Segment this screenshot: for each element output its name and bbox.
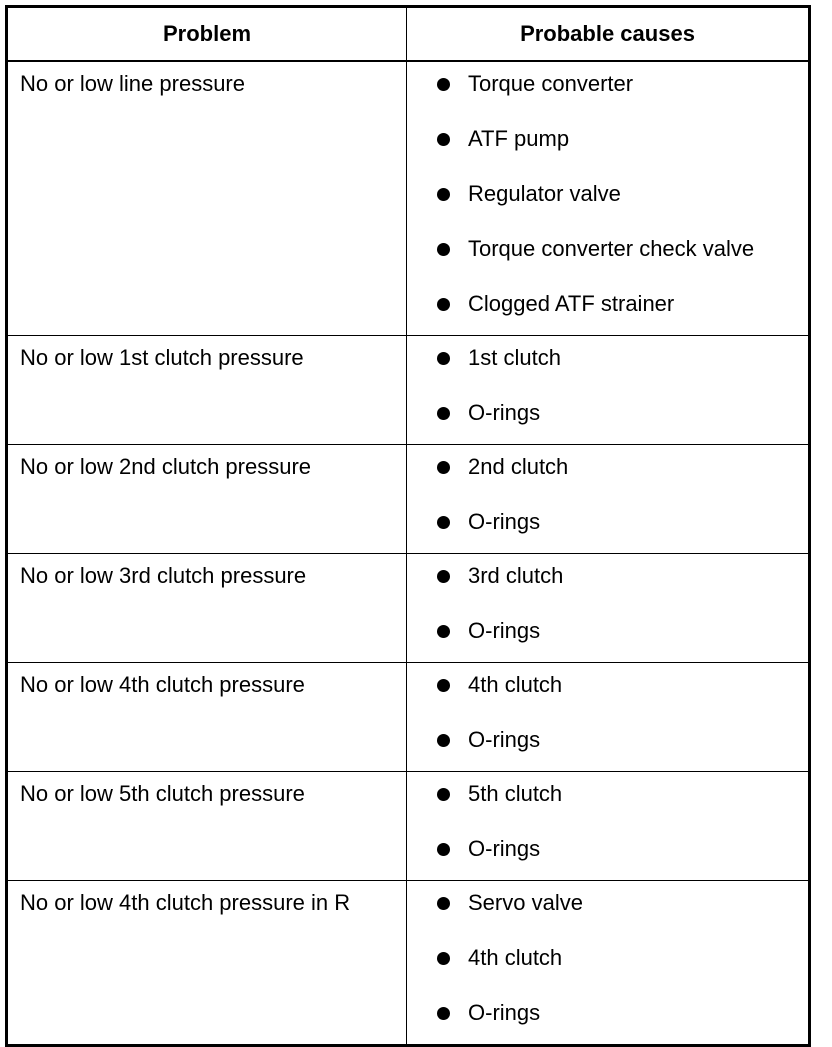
cause-item <box>437 946 808 970</box>
bullet-icon <box>437 133 450 146</box>
bullet-icon <box>437 516 450 529</box>
cause-item <box>437 237 808 261</box>
table-row <box>7 445 810 554</box>
cause-item <box>437 782 808 806</box>
cause-text: Regulator valve <box>468 181 621 206</box>
bullet-icon <box>437 461 450 474</box>
cause-item <box>437 182 808 206</box>
bullet-icon <box>437 788 450 801</box>
troubleshooting-table <box>5 5 811 1047</box>
cause-list <box>437 346 808 425</box>
cause-text: 2nd clutch <box>468 454 569 479</box>
cause-item <box>437 619 808 643</box>
bullet-icon <box>437 952 450 965</box>
cause-text: O-rings <box>468 727 541 752</box>
table-row <box>7 663 810 772</box>
bullet-icon <box>437 243 450 256</box>
causes-cell <box>407 61 810 336</box>
problem-cell: No or low 4th clutch pressure in R <box>7 881 407 1046</box>
causes-cell <box>407 772 810 881</box>
problem-header: Problem <box>7 7 407 62</box>
bullet-icon <box>437 625 450 638</box>
cause-item <box>437 728 808 752</box>
bullet-icon <box>437 734 450 747</box>
bullet-icon <box>437 1007 450 1020</box>
bullet-icon <box>437 298 450 311</box>
cause-item <box>437 455 808 479</box>
cause-list <box>437 455 808 534</box>
problem-cell: No or low line pressure <box>7 61 407 336</box>
bullet-icon <box>437 78 450 91</box>
cause-list <box>437 673 808 752</box>
table-row <box>7 772 810 881</box>
table-row <box>7 881 810 1046</box>
bullet-icon <box>437 570 450 583</box>
causes-cell <box>407 554 810 663</box>
cause-text: O-rings <box>468 836 541 861</box>
causes-cell <box>407 336 810 445</box>
cause-text: 5th clutch <box>468 781 563 806</box>
cause-list <box>437 564 808 643</box>
cause-text: Torque converter <box>468 71 634 96</box>
table-row <box>7 61 810 336</box>
causes-cell <box>407 663 810 772</box>
cause-text: ATF pump <box>468 126 570 151</box>
cause-list <box>437 782 808 861</box>
cause-item <box>437 1001 808 1025</box>
header-row <box>7 7 810 62</box>
cause-item <box>437 292 808 316</box>
bullet-icon <box>437 679 450 692</box>
cause-text: 4th clutch <box>468 945 563 970</box>
cause-list <box>437 891 808 1025</box>
problem-cell: No or low 5th clutch pressure <box>7 772 407 881</box>
cause-text: O-rings <box>468 509 541 534</box>
bullet-icon <box>437 352 450 365</box>
problem-cell: No or low 3rd clutch pressure <box>7 554 407 663</box>
causes-cell <box>407 881 810 1046</box>
bullet-icon <box>437 897 450 910</box>
cause-item <box>437 837 808 861</box>
cause-text: O-rings <box>468 618 541 643</box>
table-row <box>7 336 810 445</box>
cause-item <box>437 401 808 425</box>
problem-cell: No or low 2nd clutch pressure <box>7 445 407 554</box>
bullet-icon <box>437 188 450 201</box>
cause-item <box>437 346 808 370</box>
bullet-icon <box>437 407 450 420</box>
problem-cell: No or low 1st clutch pressure <box>7 336 407 445</box>
cause-item <box>437 891 808 915</box>
cause-text: Torque converter check valve <box>468 236 755 261</box>
cause-text: O-rings <box>468 400 541 425</box>
cause-item <box>437 564 808 588</box>
problem-cell: No or low 4th clutch pressure <box>7 663 407 772</box>
cause-item <box>437 127 808 151</box>
cause-text: 3rd clutch <box>468 563 564 588</box>
table-row <box>7 554 810 663</box>
cause-text: O-rings <box>468 1000 541 1025</box>
cause-text: Clogged ATF strainer <box>468 291 675 316</box>
cause-text: Servo valve <box>468 890 583 915</box>
bullet-icon <box>437 843 450 856</box>
cause-item <box>437 510 808 534</box>
cause-item <box>437 72 808 96</box>
causes-header: Probable causes <box>407 7 810 62</box>
cause-text: 1st clutch <box>468 345 561 370</box>
cause-text: 4th clutch <box>468 672 563 697</box>
cause-item <box>437 673 808 697</box>
causes-cell <box>407 445 810 554</box>
cause-list <box>437 72 808 316</box>
